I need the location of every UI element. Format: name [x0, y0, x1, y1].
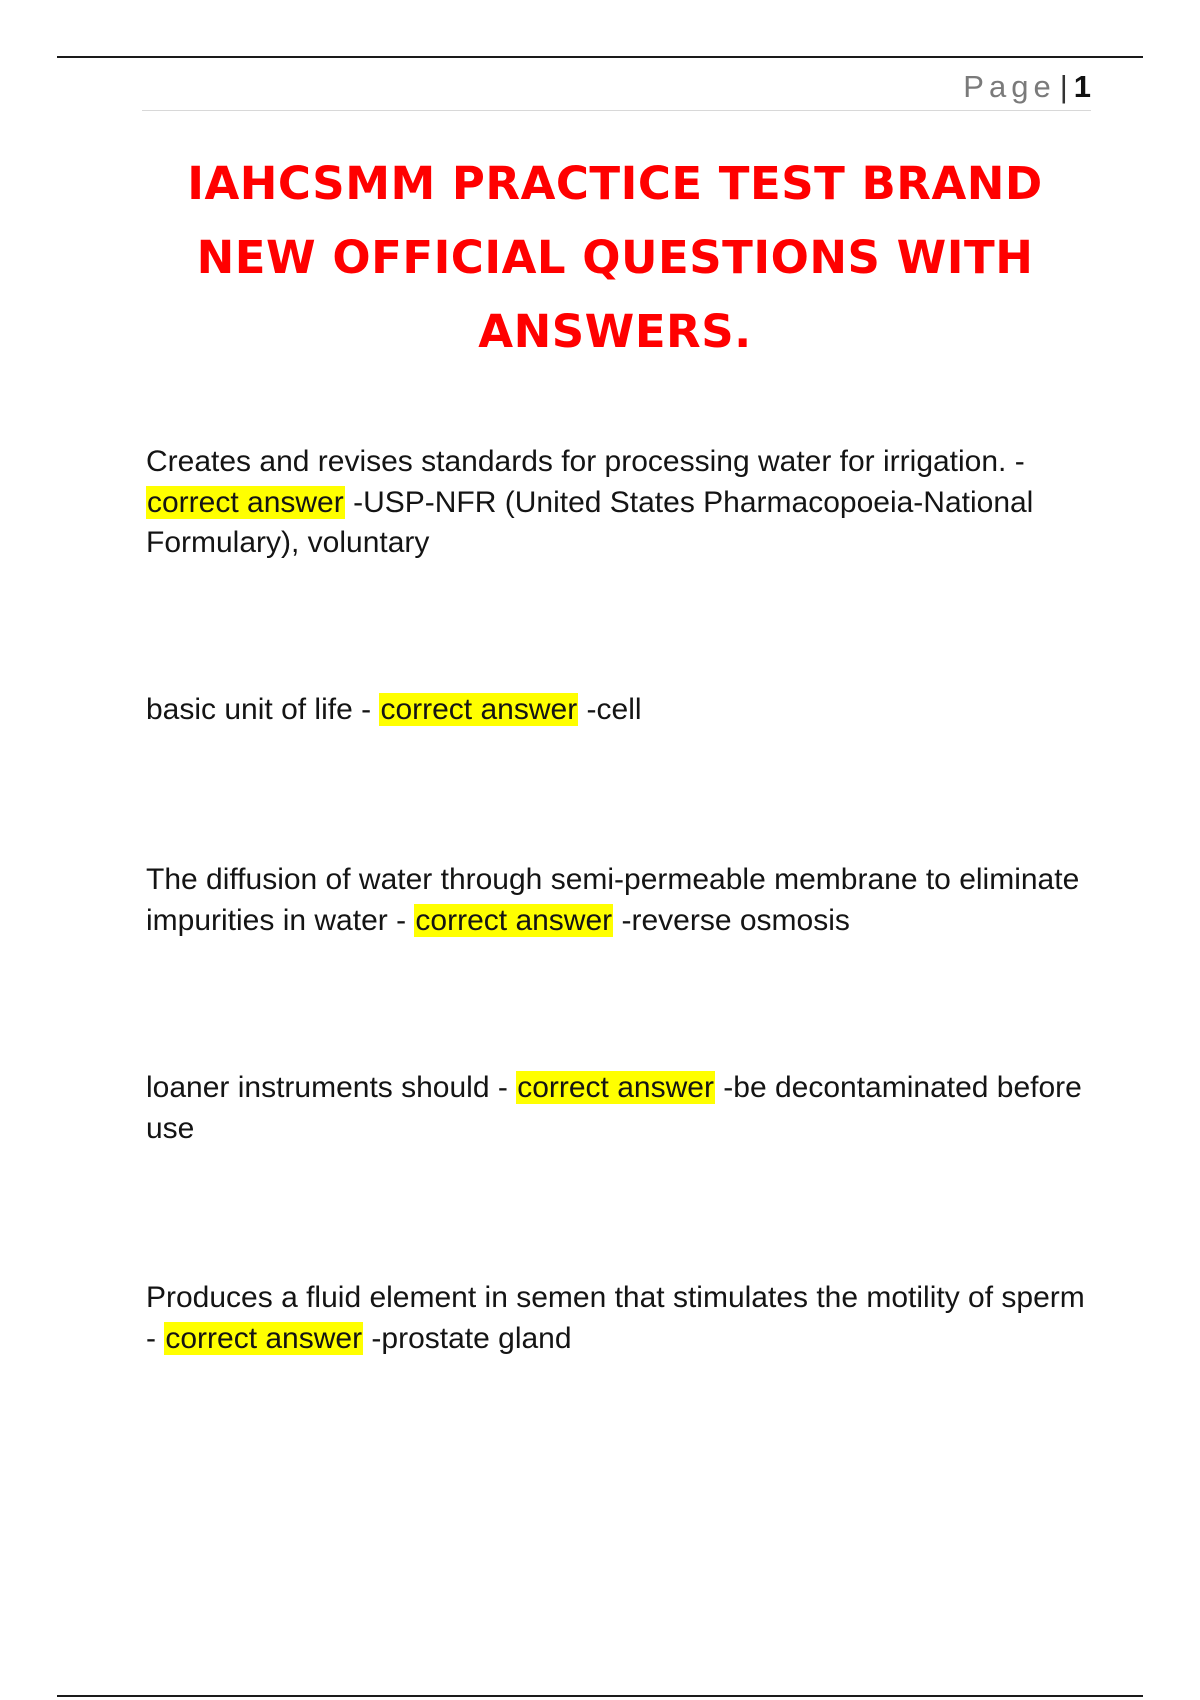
- page-number: 1: [1073, 69, 1091, 104]
- answer-text: -prostate gland: [371, 1321, 572, 1355]
- bottom-border-line: [57, 1695, 1143, 1697]
- correct-answer-highlight: correct answer: [147, 485, 344, 519]
- correct-answer-highlight: correct answer: [517, 1071, 714, 1104]
- title-line: IAHCSMM PRACTICE TEST BRAND: [187, 157, 1043, 210]
- answer-text: -reverse osmosis: [621, 903, 850, 937]
- page-word: Page: [963, 69, 1056, 104]
- answer-text: -be decontaminated before use: [146, 1071, 1082, 1145]
- top-border-line: [57, 56, 1143, 58]
- title-line: ANSWERS.: [478, 305, 752, 358]
- correct-answer-highlight: correct answer: [165, 1321, 363, 1355]
- question-text: Produces a fluid element in semen that stimulates the motility of sperm -: [146, 1281, 1085, 1355]
- correct-answer-highlight: correct answer: [415, 903, 613, 937]
- correct-answer-highlight: correct answer: [380, 693, 578, 726]
- page-number-label: [963, 70, 1091, 104]
- page-separator: |: [1059, 69, 1068, 104]
- qa-item: [146, 1278, 1086, 1359]
- qa-item: [146, 690, 1086, 731]
- answer-text: -USP-NFR (United States Pharmacopoeia-National Formulary), voluntary: [146, 485, 1034, 559]
- qa-item: [146, 860, 1086, 941]
- qa-item: [146, 1068, 1086, 1149]
- qa-item: [146, 442, 1086, 564]
- question-text: Creates and revises standards for processing water for irrigation. -: [146, 445, 1025, 478]
- title-line: NEW OFFICIAL QUESTIONS WITH: [196, 231, 1034, 284]
- question-text: loaner instruments should -: [146, 1071, 508, 1104]
- question-text: basic unit of life -: [146, 693, 372, 726]
- page-header: [142, 66, 1091, 111]
- answer-text: -cell: [586, 693, 642, 726]
- document-title: [120, 147, 1110, 369]
- question-text: The diffusion of water through semi-permeable membrane to eliminate impurities in water -: [146, 863, 1080, 937]
